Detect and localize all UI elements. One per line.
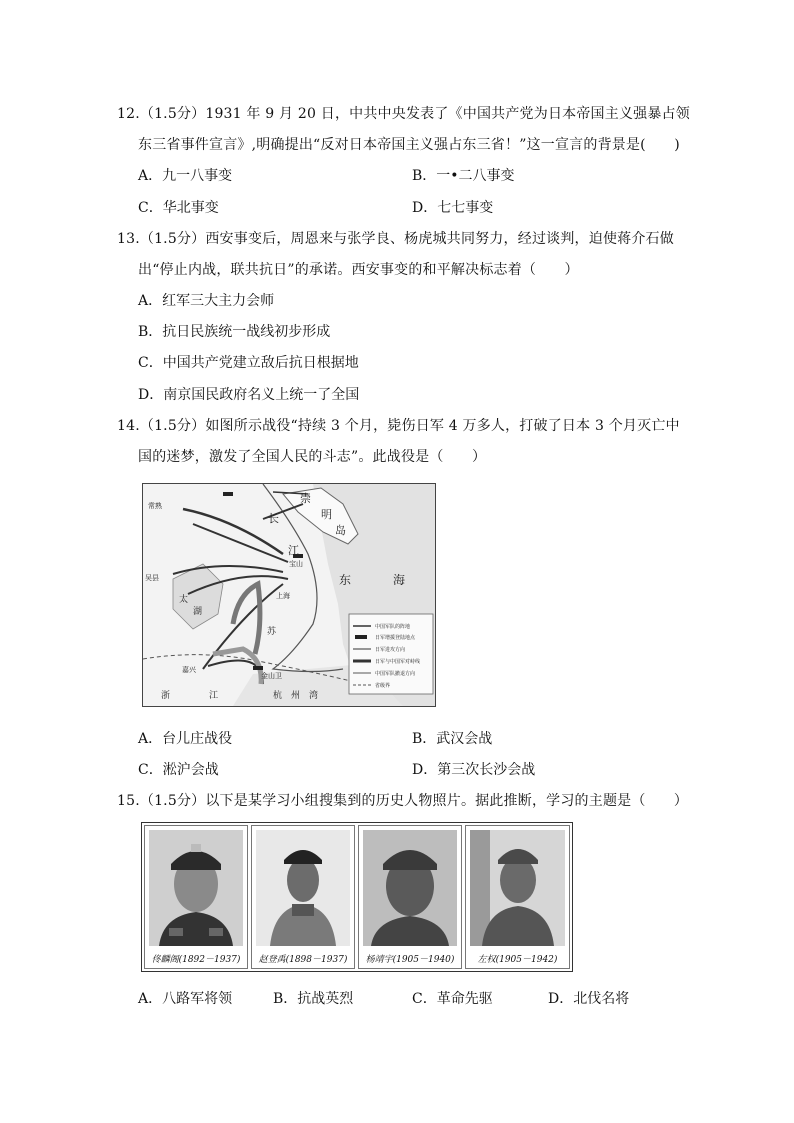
map-label-ming: 明 (321, 508, 332, 521)
map-legend-2: 日军增援登陆地点 (375, 635, 416, 641)
q12-option-d[interactable]: D．七七事变 (412, 200, 494, 216)
battle-map-svg (143, 484, 435, 706)
map-label-wan: 湾 (309, 691, 319, 701)
map-label-jiang: 江 (288, 544, 299, 557)
q14-text-1: （1.5分）如图所示战役“持续 3 个月，毙伤日军 4 万多人，打破了日本 3 个月灭亡中 (139, 418, 680, 434)
q13-stem-line2: 出“停止内战，联共抗日”的承诺。西安事变的和平解决标志着（ ） (138, 262, 579, 278)
q13-option-a[interactable]: A．红军三大主力会师 (138, 293, 275, 309)
q13-option-b[interactable]: B．抗日民族统一战线初步形成 (138, 324, 331, 340)
q15-option-b[interactable]: B．抗战英烈 (273, 991, 354, 1007)
map-label-su: 苏 (267, 627, 277, 637)
portrait-4 (465, 825, 570, 969)
map-label-zhe: 浙 (161, 691, 171, 701)
q14-stem-line1 (117, 415, 680, 435)
portrait-2 (251, 825, 355, 969)
map-label-dong: 东 (339, 573, 352, 587)
q13-number: 13. (117, 231, 140, 247)
map-label-hai: 海 (393, 573, 406, 587)
q15-text-1: （1.5分）以下是某学习小组搜集到的历史人物照片。据此推断，学习的主题是（ ） (139, 793, 689, 809)
map-label-shanghai: 上海 (276, 592, 290, 600)
q15-stem-line1 (117, 790, 688, 810)
portrait-4-image (470, 830, 565, 946)
q14-option-c[interactable]: C．淞沪会战 (138, 762, 219, 778)
q14-number: 14. (117, 418, 140, 434)
map-label-jinshanwei: 金山卫 (261, 672, 282, 680)
map-label-chang: 长 (268, 512, 279, 525)
q12-number: 12. (117, 106, 140, 122)
portrait-2-image (256, 830, 350, 946)
q12-stem-line1 (117, 103, 690, 123)
map-label-hu: 湖 (193, 607, 203, 617)
q12-option-b[interactable]: B．一•二八事变 (412, 168, 515, 184)
map-label-wuxian: 吴县 (145, 574, 159, 582)
map-label-baoshan: 宝山 (289, 560, 303, 568)
map-label-zhou: 州 (291, 691, 301, 701)
portrait-3 (358, 825, 462, 969)
portrait-1-caption: 佟麟阁(1892－1937) (151, 955, 241, 965)
q15-option-d[interactable]: D．北伐名将 (548, 991, 630, 1007)
q15-option-c[interactable]: C．革命先驱 (412, 991, 493, 1007)
q12-option-a[interactable]: A．九一八事变 (138, 168, 233, 184)
q13-option-c[interactable]: C．中国共产党建立敌后抗日根据地 (138, 355, 359, 371)
map-label-tai: 太 (179, 595, 189, 605)
portrait-2-caption: 赵登禹(1898－1937) (258, 955, 348, 965)
map-legend-4: 日军与中国军对峙线 (375, 659, 421, 665)
q13-option-d[interactable]: D．南京国民政府名义上统一了全国 (138, 387, 360, 403)
q14-option-b[interactable]: B．武汉会战 (412, 731, 493, 747)
q14-option-a[interactable]: A．台儿庄战役 (138, 731, 233, 747)
portrait-1-image (149, 830, 243, 946)
q12-stem-line2: 东三省事件宣言》,明确提出“反对日本帝国主义强占东三省！”这一宣言的背景是( ) (138, 137, 680, 153)
portrait-3-caption: 杨靖宇(1905－1940) (365, 955, 455, 965)
map-legend-6: 省级界 (375, 683, 391, 689)
map-label-chong: 崇 (300, 492, 311, 505)
portrait-strip (141, 822, 573, 972)
map-label-hang: 杭 (273, 691, 283, 701)
map-legend-5: 中国军队撤退方向 (375, 671, 416, 677)
battle-map (142, 483, 436, 707)
map-label-jiaxing: 嘉兴 (182, 666, 196, 674)
map-label-changshu: 常熟 (148, 502, 162, 510)
map-label-jiang2: 江 (209, 691, 219, 701)
portrait-3-image (363, 830, 457, 946)
q13-stem-line1 (117, 228, 674, 248)
q12-text-1: （1.5分）1931 年 9 月 20 日，中共中央发表了《中国共产党为日本帝国主义强暴占领 (139, 106, 690, 122)
map-legend-3: 日军进攻方向 (375, 647, 406, 653)
map-legend-1: 中国军队的阵地 (375, 624, 411, 630)
q14-stem-line2: 国的迷梦，激发了全国人民的斗志”。此战役是（ ） (138, 449, 487, 465)
portrait-4-caption: 左权(1905－1942) (477, 955, 558, 965)
q15-number: 15. (117, 793, 140, 809)
portrait-1 (144, 825, 248, 969)
q15-option-a[interactable]: A．八路军将领 (138, 991, 233, 1007)
q13-text-1: （1.5分）西安事变后，周恩来与张学良、杨虎城共同努力，经过谈判，迫使蒋介石做 (139, 231, 674, 247)
q14-option-d[interactable]: D．第三次长沙会战 (412, 762, 536, 778)
q12-option-c[interactable]: C．华北事变 (138, 200, 219, 216)
map-label-dao: 岛 (335, 524, 346, 537)
